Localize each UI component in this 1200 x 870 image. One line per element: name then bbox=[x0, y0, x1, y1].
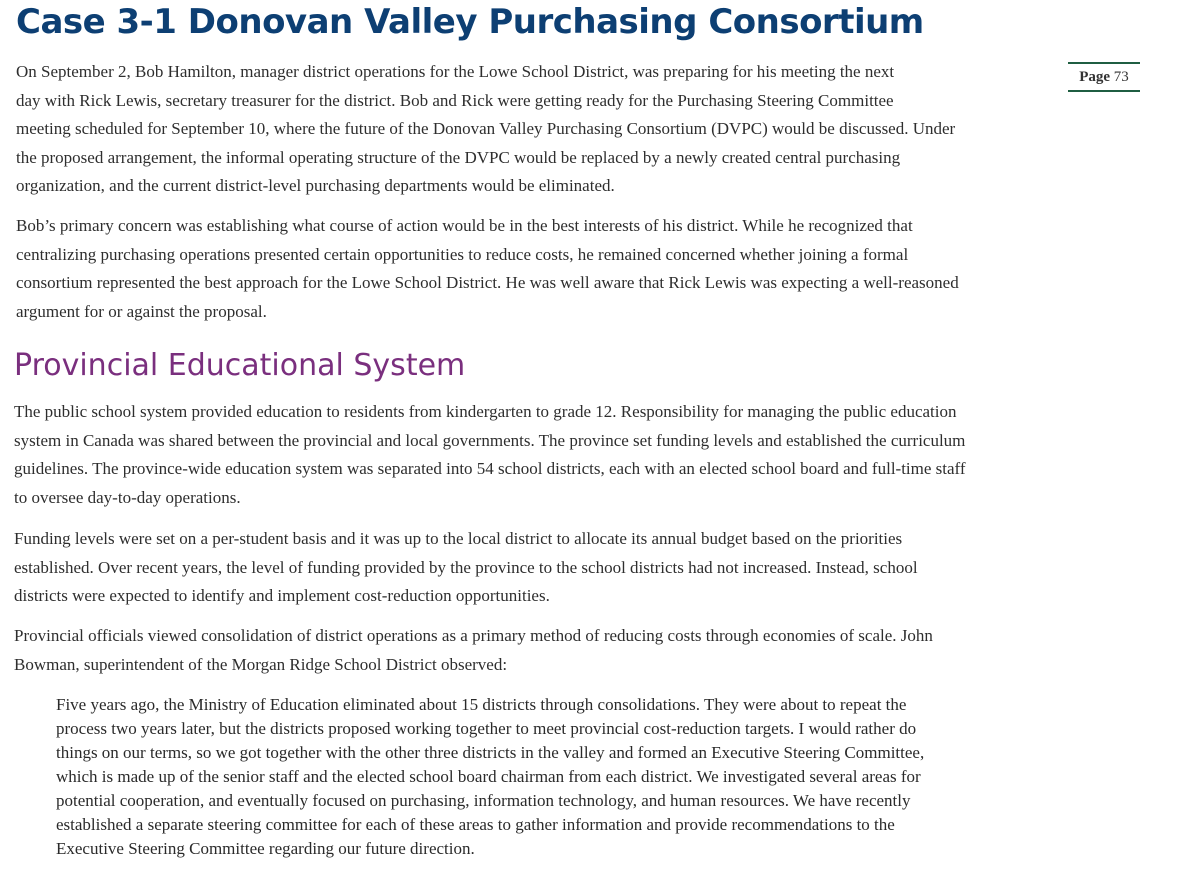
quote-line: which is made up of the senior staff and the elected school board chairman from each district. We investigated several areas for bbox=[56, 767, 921, 786]
paragraph-line: Funding levels were set on a per-student basis and it was up to the local district to allocate its annual budget based on the priorities bbox=[14, 529, 903, 548]
paragraph-line: consortium represented the best approach for the Lowe School District. He was well aware that Rick Lewis was expecting a well-reasoned bbox=[16, 273, 959, 292]
paragraph-line: established. Over recent years, the level of funding provided by the province to the school districts had not increased. Instead, school bbox=[14, 557, 918, 577]
quote-line: potential cooperation, and eventually focused on purchasing, information technology, and human resources. We have recently bbox=[56, 791, 911, 810]
paragraph-line: centralizing purchasing operations presented certain opportunities to reduce costs, he remained concerned whether joining a formal bbox=[16, 244, 909, 264]
paragraph-line: On September 2, Bob Hamilton, manager district operations for the Lowe School District, was preparing for his meeting the next bbox=[16, 62, 895, 81]
quote-line: established a separate steering committee for each of these areas to gather information and provide recommendations to the bbox=[56, 815, 895, 834]
paragraph-line: to oversee day-to-day operations. bbox=[14, 487, 241, 507]
paragraph-line: organization, and the current district-level purchasing departments would be eliminated. bbox=[16, 176, 615, 195]
block-quote bbox=[56, 693, 1096, 861]
case-title: Case 3-1 Donovan Valley Purchasing Consortium bbox=[16, 2, 924, 42]
section-heading: Provincial Educational System bbox=[14, 348, 466, 383]
paragraph-intro bbox=[16, 58, 1126, 201]
paragraph-line: the proposed arrangement, the informal operating structure of the DVPC would be replaced by a newly created central purchasing bbox=[16, 147, 901, 167]
paragraph-line: guidelines. The province-wide education system was separated into 54 school districts, each with an elected school board and full-time staff bbox=[14, 459, 966, 478]
paragraph-line: system in Canada was shared between the provincial and local governments. The province set funding levels and established the curriculum bbox=[14, 430, 966, 450]
page-label: Page bbox=[1079, 69, 1111, 85]
paragraph-line: The public school system provided education to residents from kindergarten to grade 12. Responsibility for managing the public education bbox=[14, 402, 957, 421]
quote-line: Executive Steering Committee regarding our future direction. bbox=[56, 839, 475, 858]
page-number: 73 bbox=[1113, 69, 1129, 85]
paragraph-line: Bob’s primary concern was establishing what course of action would be in the best interests of his district. While he recognized that bbox=[16, 216, 913, 235]
paragraph-line: day with Rick Lewis, secretary treasurer for the district. Bob and Rick were getting ready for the Purchasing Steering Committee bbox=[16, 90, 894, 110]
paragraph-line: Provincial officials viewed consolidation of district operations as a primary method of reducing costs through economies of scale. John bbox=[14, 626, 933, 645]
quote-line: things on our terms, so we got together with the other three districts in the valley and formed an Executive Steering Committee, bbox=[56, 743, 925, 762]
paragraph-line: Bowman, superintendent of the Morgan Ridge School District observed: bbox=[14, 654, 508, 674]
paragraph-line: districts were expected to identify and implement cost-reduction opportunities. bbox=[14, 586, 550, 605]
paragraph-line: meeting scheduled for September 10, where the future of the Donovan Valley Purchasing Consortium (DVPC) would be discussed. Under bbox=[16, 119, 956, 138]
paragraph-concern bbox=[16, 212, 1126, 326]
paragraph-line: argument for or against the proposal. bbox=[16, 301, 267, 321]
paragraph-funding bbox=[14, 525, 1144, 611]
paragraph-school-system bbox=[14, 398, 1144, 512]
quote-line: process two years later, but the districts proposed working together to meet provincial cost-reduction targets. I would rather do bbox=[56, 719, 917, 738]
paragraph-consolidation bbox=[14, 622, 1124, 679]
quote-line: Five years ago, the Ministry of Education eliminated about 15 districts through consolidations. They were about to repeat the bbox=[56, 695, 907, 714]
